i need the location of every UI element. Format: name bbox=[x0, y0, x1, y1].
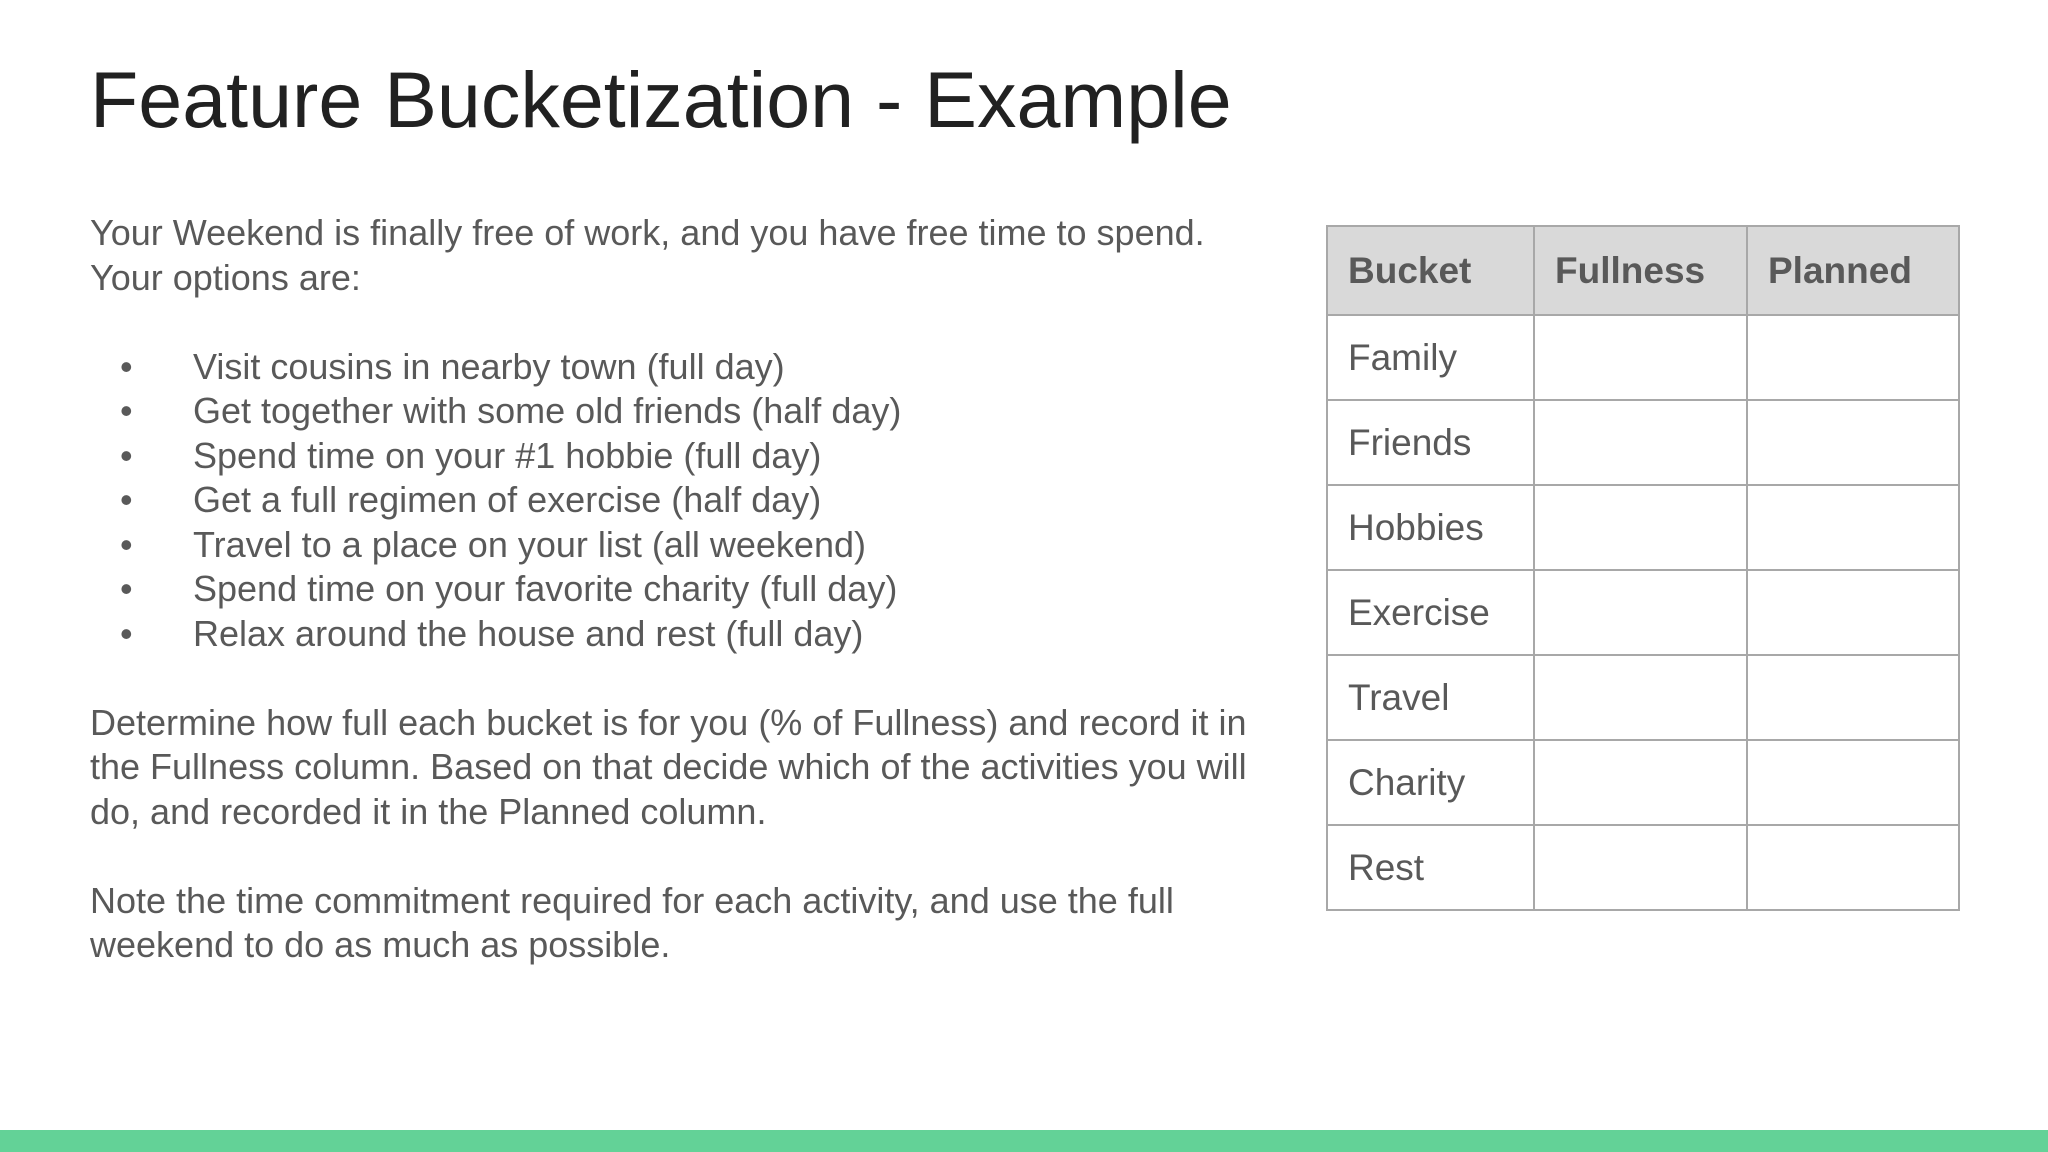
note-paragraph: Note the time commitment required for each activity, and use the full weekend to do as much as possible. bbox=[90, 879, 1174, 965]
paragraph-spacer bbox=[90, 300, 1250, 345]
option-text: Get a full regimen of exercise (half day) bbox=[193, 479, 822, 520]
table-header-row bbox=[1327, 226, 1959, 315]
planned-cell[interactable] bbox=[1747, 400, 1959, 485]
paragraph-spacer bbox=[90, 834, 1250, 879]
list-item bbox=[90, 345, 1250, 390]
table-row bbox=[1327, 400, 1959, 485]
bucket-table bbox=[1326, 225, 1960, 911]
bullet-icon: • bbox=[120, 345, 133, 387]
option-text: Travel to a place on your list (all weekend) bbox=[193, 523, 866, 565]
planned-cell[interactable] bbox=[1747, 655, 1959, 740]
header-planned: Planned bbox=[1747, 226, 1959, 315]
option-text: Relax around the house and rest (full day) bbox=[193, 612, 864, 654]
bucket-cell: Hobbies bbox=[1327, 485, 1534, 570]
fullness-cell[interactable] bbox=[1534, 400, 1747, 485]
bullet-icon: • bbox=[120, 390, 133, 431]
bucket-cell: Exercise bbox=[1327, 570, 1534, 655]
footer-accent-bar bbox=[0, 1130, 2048, 1152]
list-item bbox=[90, 612, 1250, 657]
fullness-cell[interactable] bbox=[1534, 485, 1747, 570]
bucket-cell: Family bbox=[1327, 315, 1534, 400]
list-item bbox=[90, 434, 1250, 479]
slide-title: Feature Bucketization - Example bbox=[90, 55, 1232, 144]
fullness-cell[interactable] bbox=[1534, 655, 1747, 740]
options-list bbox=[90, 345, 1250, 657]
bullet-icon: • bbox=[120, 523, 133, 565]
header-bucket: Bucket bbox=[1327, 226, 1534, 315]
table-row bbox=[1327, 825, 1959, 910]
table-row bbox=[1327, 655, 1959, 740]
bullet-icon: • bbox=[120, 479, 133, 520]
bucket-cell: Charity bbox=[1327, 740, 1534, 825]
option-text: Visit cousins in nearby town (full day) bbox=[193, 345, 785, 387]
fullness-cell[interactable] bbox=[1534, 315, 1747, 400]
header-fullness: Fullness bbox=[1534, 226, 1747, 315]
list-item bbox=[90, 389, 1250, 434]
intro-paragraph: Your Weekend is finally free of work, and you have free time to spend. Your options are: bbox=[90, 212, 1205, 298]
bullet-icon: • bbox=[120, 612, 133, 654]
list-item bbox=[90, 567, 1250, 612]
fullness-cell[interactable] bbox=[1534, 570, 1747, 655]
planned-cell[interactable] bbox=[1747, 485, 1959, 570]
table-row bbox=[1327, 740, 1959, 825]
bucket-cell: Rest bbox=[1327, 825, 1534, 910]
fullness-cell[interactable] bbox=[1534, 740, 1747, 825]
planned-cell[interactable] bbox=[1747, 315, 1959, 400]
list-item bbox=[90, 478, 1250, 523]
planned-cell[interactable] bbox=[1747, 570, 1959, 655]
option-text: Get together with some old friends (half day) bbox=[193, 390, 902, 431]
list-item bbox=[90, 523, 1250, 568]
planned-cell[interactable] bbox=[1747, 825, 1959, 910]
planned-cell[interactable] bbox=[1747, 740, 1959, 825]
table-row bbox=[1327, 570, 1959, 655]
bullet-icon: • bbox=[120, 568, 133, 609]
table-row bbox=[1327, 485, 1959, 570]
fullness-cell[interactable] bbox=[1534, 825, 1747, 910]
option-text: Spend time on your #1 hobbie (full day) bbox=[193, 434, 822, 476]
slide-body bbox=[90, 211, 1250, 968]
option-text: Spend time on your favorite charity (full day) bbox=[193, 568, 898, 609]
table-row bbox=[1327, 315, 1959, 400]
bucket-cell: Friends bbox=[1327, 400, 1534, 485]
bullet-icon: • bbox=[120, 434, 133, 476]
instructions-paragraph: Determine how full each bucket is for you (% of Fullness) and record it in the Fullness column. Based on that decide which of the activities you will do, and recorded it in the Planned column. bbox=[90, 701, 1247, 832]
paragraph-spacer bbox=[90, 656, 1250, 701]
bucket-cell: Travel bbox=[1327, 655, 1534, 740]
